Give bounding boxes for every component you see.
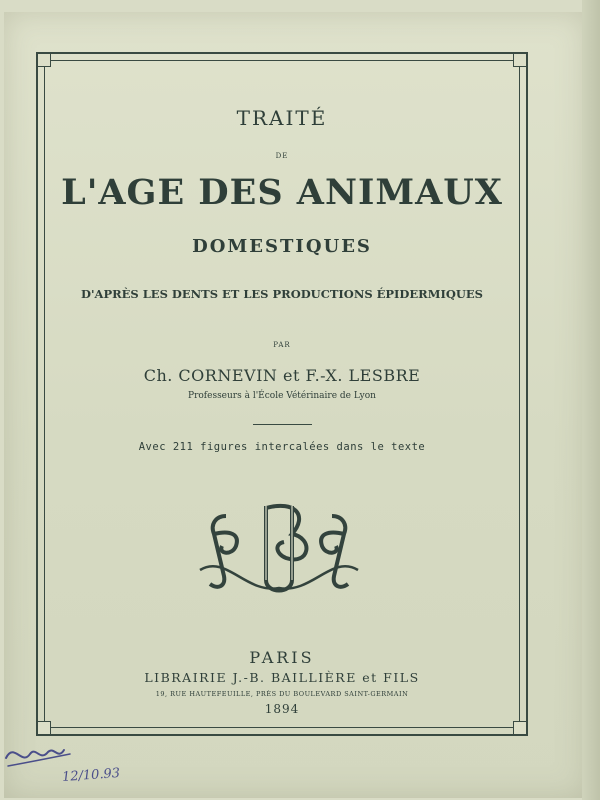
corner-ornament-top-left	[37, 53, 51, 67]
book-spine-edge	[582, 0, 600, 800]
corner-ornament-top-right	[513, 53, 527, 67]
publisher-name: LIBRAIRIE J.-B. BAILLIÈRE et FILS	[144, 670, 420, 685]
main-title: L'AGE DES ANIMAUX	[61, 172, 503, 213]
publisher-address: 19, RUE HAUTEFEUILLE, PRÈS DU BOULEVARD SAINT-GERMAIN	[155, 690, 409, 698]
figures-note: Avec 211 figures intercalées dans le texte	[138, 441, 426, 453]
handwritten-date: 12/10.93	[61, 765, 121, 786]
city: PARIS	[249, 648, 315, 667]
description-line: D'APRÈS LES DENTS ET LES PRODUCTIONS ÉPIDERMIQUES	[81, 287, 483, 301]
separator-rule	[253, 424, 312, 425]
publication-year: 1894	[264, 702, 300, 716]
title-line-traite: TRAITÉ	[236, 106, 328, 130]
title-line-de: DE	[275, 152, 289, 160]
authors-line: Ch. CORNEVIN et F.-X. LESBRE	[143, 366, 421, 385]
corner-ornament-bottom-left	[37, 721, 51, 735]
corner-ornament-bottom-right	[513, 721, 527, 735]
affiliation-line: Professeurs à l'École Vétérinaire de Lyon	[188, 391, 376, 401]
publisher-monogram	[196, 494, 362, 600]
subtitle: DOMESTIQUES	[192, 236, 372, 257]
par-label: PAR	[273, 341, 291, 349]
